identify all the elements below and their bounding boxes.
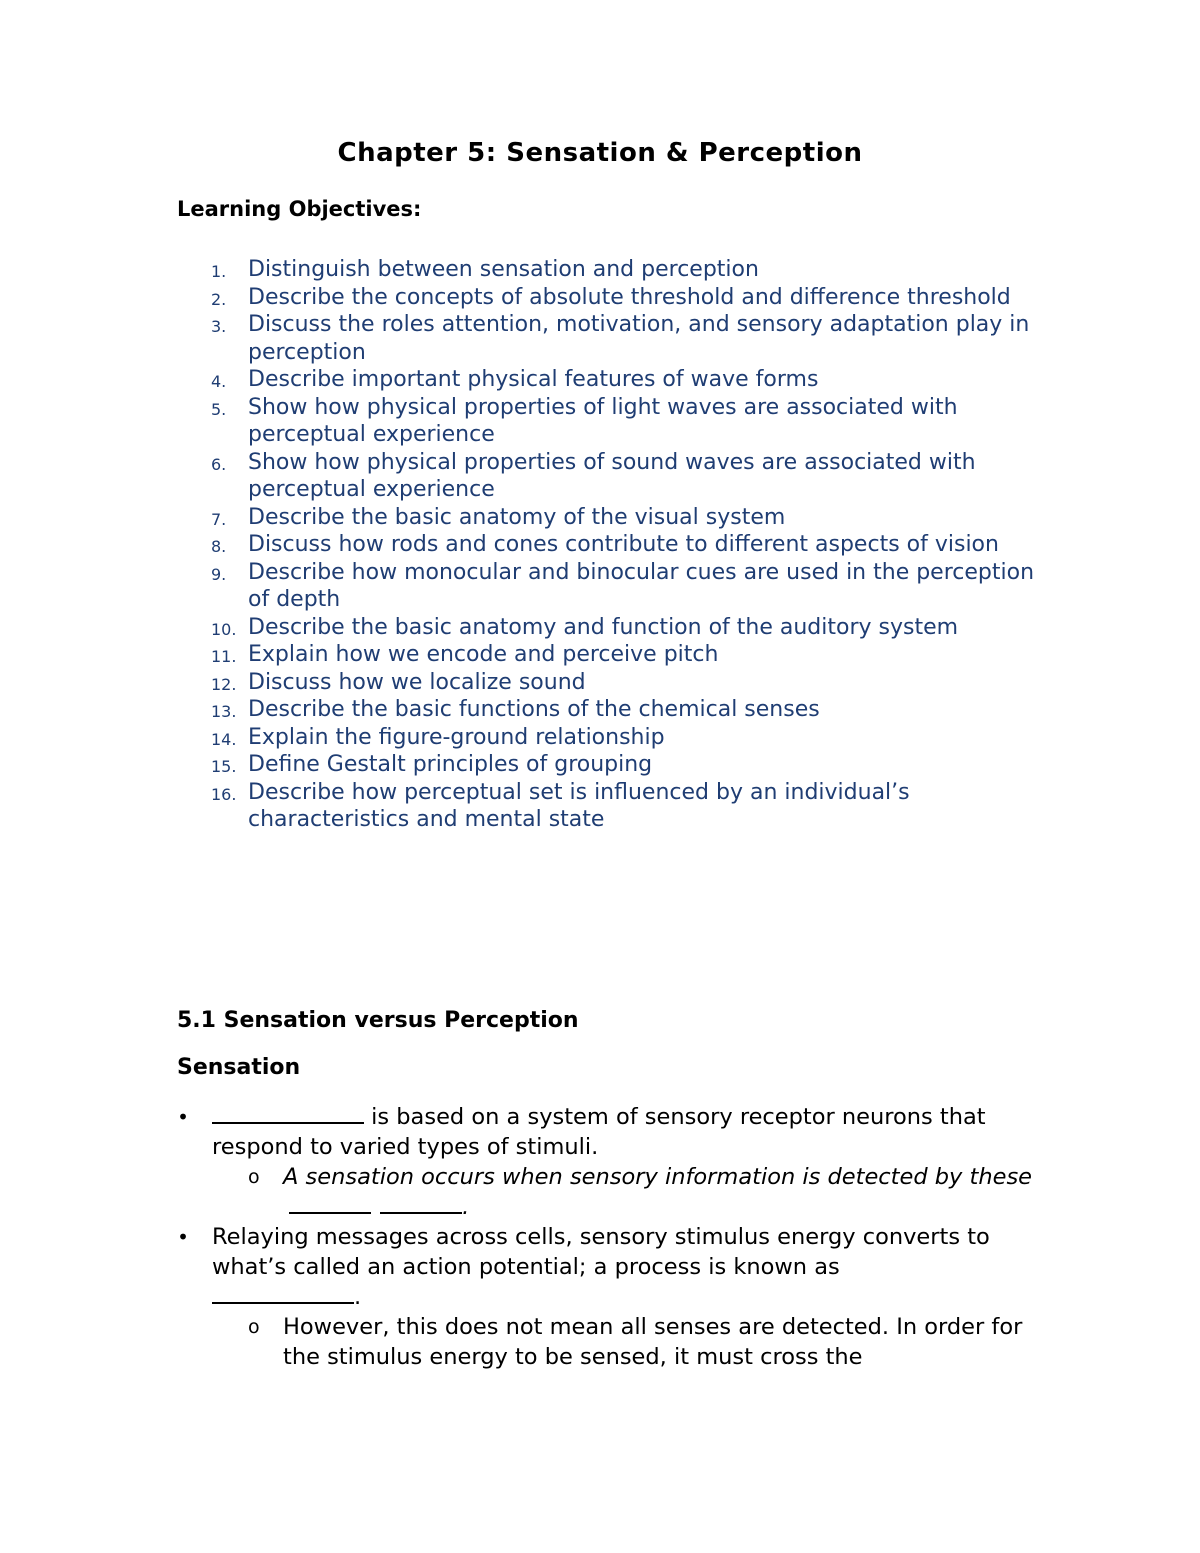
list-item-number: 10. bbox=[211, 619, 237, 639]
list-item bbox=[212, 1162, 1037, 1222]
list-item-text: Describe how monocular and binocular cues are used in the perception of depth bbox=[248, 559, 1035, 612]
list-item-text: Discuss how we localize sound bbox=[248, 669, 586, 695]
list-item-text: Distinguish between sensation and perception bbox=[248, 257, 759, 282]
list-item-text: Describe how perceptual set is influenced by an individual’s characteristics and mental state bbox=[248, 779, 910, 832]
list-item bbox=[177, 394, 1037, 449]
bullet-text: Relaying messages across cells, sensory stimulus energy converts to what’s called an action potential; a process is known as bbox=[212, 1224, 990, 1280]
section-heading: 5.1 Sensation versus Perception bbox=[177, 1008, 579, 1033]
list-item bbox=[177, 614, 1037, 642]
subsection-heading: Sensation bbox=[177, 1055, 301, 1080]
list-item bbox=[177, 779, 1037, 834]
list-item-text: Describe the concepts of absolute threshold and difference threshold bbox=[248, 284, 1011, 310]
list-item-text: Explain how we encode and perceive pitch bbox=[248, 642, 719, 667]
list-item bbox=[177, 284, 1037, 312]
bullet-glyph: • bbox=[177, 1105, 189, 1129]
sub-bullet-glyph: o bbox=[248, 1166, 260, 1188]
bullet-text: is based on a system of sensory receptor neurons that respond to varied types of stimuli. bbox=[212, 1104, 986, 1160]
list-item-number: 3. bbox=[211, 317, 227, 336]
list-item bbox=[177, 696, 1037, 724]
learning-objectives-list bbox=[177, 256, 1037, 834]
list-item-text: Define Gestalt principles of grouping bbox=[248, 752, 653, 777]
list-item bbox=[177, 1102, 1037, 1222]
notes-list bbox=[177, 1102, 1037, 1372]
list-item-number: 16. bbox=[211, 784, 237, 804]
sub-bullet-glyph: o bbox=[248, 1316, 260, 1338]
list-item-text: Describe the basic functions of the chemical senses bbox=[248, 697, 820, 722]
list-item-text: Describe important physical features of wave forms bbox=[248, 367, 819, 392]
list-item-text: Explain the figure-ground relationship bbox=[248, 724, 665, 750]
list-item bbox=[177, 669, 1037, 697]
list-item-number: 12. bbox=[211, 674, 237, 694]
sub-bullet-text: A sensation occurs when sensory information is detected by these bbox=[283, 1164, 1033, 1190]
bullet-glyph: • bbox=[177, 1225, 189, 1249]
fill-in-blank bbox=[289, 1192, 371, 1214]
list-item-number: 13. bbox=[211, 702, 237, 721]
list-item-number: 15. bbox=[211, 757, 237, 776]
list-item-number: 8. bbox=[211, 537, 227, 556]
list-item-number: 1. bbox=[211, 262, 227, 281]
list-item bbox=[212, 1312, 1037, 1372]
fill-in-blank bbox=[212, 1102, 364, 1124]
list-item-text: Show how physical properties of sound waves are associated with perceptual experience bbox=[248, 449, 976, 502]
list-item-number: 11. bbox=[211, 647, 237, 666]
bullet-end: . bbox=[354, 1284, 362, 1310]
list-item bbox=[177, 751, 1037, 779]
list-item-number: 4. bbox=[211, 372, 227, 391]
sub-notes-list bbox=[212, 1162, 1037, 1222]
list-item-text: Describe the basic anatomy of the visual system bbox=[248, 504, 786, 530]
list-item bbox=[177, 531, 1037, 559]
list-item-number: 7. bbox=[211, 509, 227, 529]
list-item-number: 6. bbox=[211, 454, 227, 474]
sub-notes-list bbox=[212, 1312, 1037, 1372]
list-item bbox=[177, 449, 1037, 504]
list-item bbox=[177, 641, 1037, 669]
list-item bbox=[177, 256, 1037, 284]
sub-bullet-text: However, this does not mean all senses are detected. In order for the stimulus energy to be sensed, it must cross the bbox=[283, 1314, 1023, 1370]
list-item-text: Discuss how rods and cones contribute to different aspects of vision bbox=[248, 532, 999, 557]
list-item-number: 9. bbox=[211, 564, 227, 584]
list-item bbox=[177, 1222, 1037, 1372]
list-item-number: 5. bbox=[211, 399, 227, 419]
list-item bbox=[177, 559, 1037, 614]
list-item bbox=[177, 311, 1037, 366]
page-title: Chapter 5: Sensation & Perception bbox=[337, 138, 863, 168]
list-item bbox=[177, 724, 1037, 752]
sub-bullet-end: . bbox=[462, 1194, 470, 1220]
learning-objectives-heading: Learning Objectives: bbox=[177, 197, 422, 221]
list-item-number: 2. bbox=[211, 289, 227, 309]
list-item-number: 14. bbox=[211, 729, 237, 749]
list-item bbox=[177, 504, 1037, 532]
list-item-text: Show how physical properties of light waves are associated with perceptual experience bbox=[248, 394, 958, 447]
list-item bbox=[177, 366, 1037, 394]
fill-in-blank bbox=[212, 1282, 354, 1304]
fill-in-blank bbox=[380, 1192, 462, 1214]
list-item-text: Describe the basic anatomy and function of the auditory system bbox=[248, 614, 959, 640]
list-item-text: Discuss the roles attention, motivation, and sensory adaptation play in perception bbox=[248, 312, 1030, 365]
